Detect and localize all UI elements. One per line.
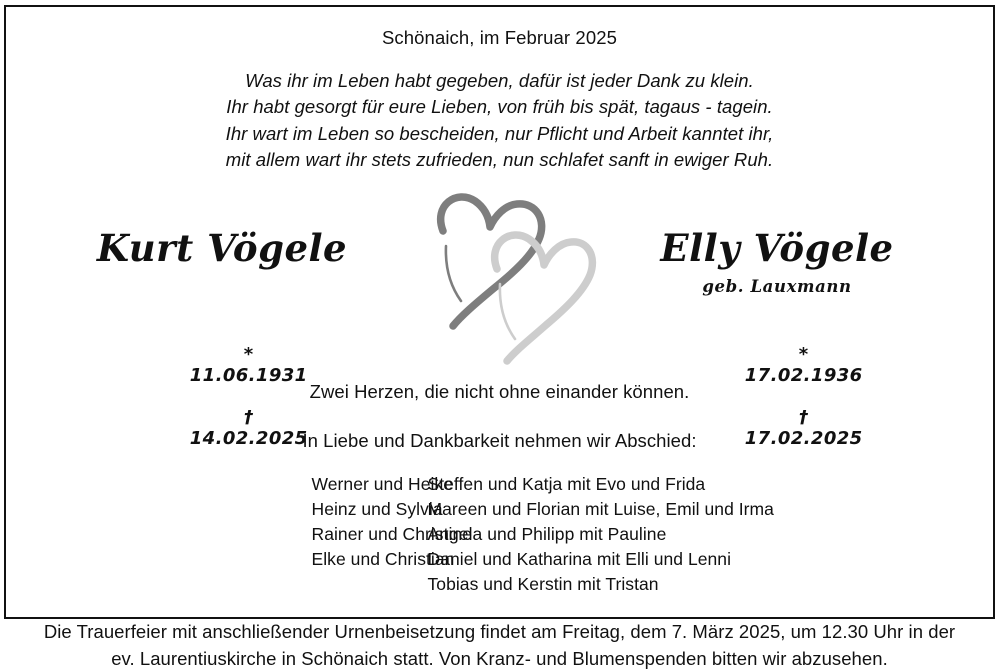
- family-entry: Rainer und Christine: [311, 524, 473, 545]
- deceased-block-2: [587, 226, 967, 297]
- family-entry: Angela und Philipp mit Pauline: [427, 524, 667, 545]
- birth-symbol-2: *: [798, 344, 809, 366]
- death-date-1: 14.02.2025: [189, 428, 308, 450]
- service-info-line-1: Die Trauerfeier mit anschließender Urnenbeisetzung findet am Freitag, dem 7. März 2025, um 12.30 Uhr in der: [43, 621, 956, 643]
- poem-line-3: Ihr wart im Leben so bescheiden, nur Pflicht und Arbeit kanntet ihr,: [225, 122, 774, 144]
- birth-date-2: 17.02.1936: [744, 365, 863, 387]
- poem-line-2: Ihr habt gesorgt für eure Lieben, von früh bis spät, tagaus - tagein.: [226, 96, 773, 118]
- family-entry: Werner und Heike: [311, 474, 454, 495]
- family-entry: Mareen und Florian mit Luise, Emil und Irma: [427, 499, 774, 520]
- deceased-name-2: Elly Vögele: [660, 226, 894, 271]
- family-column-left: [150, 472, 473, 597]
- death-symbol-1: †: [243, 407, 254, 429]
- death-symbol-2: †: [798, 407, 809, 429]
- place-and-date: Schönaich, im Februar 2025: [381, 27, 617, 48]
- death-date-2: 17.02.2025: [744, 428, 863, 450]
- family-column-right: [420, 472, 850, 597]
- family-entry: Daniel und Katharina mit Elli und Lenni: [427, 549, 732, 570]
- deceased-dates-2: [567, 323, 987, 470]
- deceased-block-1: [32, 226, 412, 271]
- notice-content: [6, 7, 993, 669]
- service-info: [24, 619, 975, 672]
- family-entry: Elke und Christian: [311, 549, 455, 570]
- deceased-maiden-name-2: geb. Lauxmann: [702, 277, 852, 297]
- birth-symbol-1: *: [243, 344, 254, 366]
- poem-line-1: Was ihr im Leben habt gegeben, dafür ist jeder Dank zu klein.: [245, 70, 754, 92]
- poem-line-4: mit allem wart ihr stets zufrieden, nun schlafet sanft in ewiger Ruh.: [225, 148, 774, 170]
- farewell-intro: In Liebe und Dankbarkeit nehmen wir Abschied:: [302, 430, 697, 452]
- family-entry: Tobias und Kerstin mit Tristan: [427, 574, 659, 595]
- two-hearts-icon: [405, 183, 595, 358]
- service-info-line-2: ev. Laurentiuskirche in Schönaich statt. Von Kranz- und Blumenspenden bitten wir abzusehen.: [111, 647, 888, 669]
- family-entry: Steffen und Katja mit Evo und Frida: [427, 474, 706, 495]
- family-list: [24, 472, 975, 597]
- memorial-poem: [24, 68, 975, 173]
- family-entry: Heinz und Sylvia: [311, 499, 443, 520]
- deceased-dates-1: [12, 323, 432, 470]
- birth-date-1: 11.06.1931: [189, 365, 308, 387]
- deceased-name-1: Kurt Vögele: [96, 226, 348, 271]
- epitaph-line: Zwei Herzen, die nicht ohne einander können.: [309, 381, 690, 403]
